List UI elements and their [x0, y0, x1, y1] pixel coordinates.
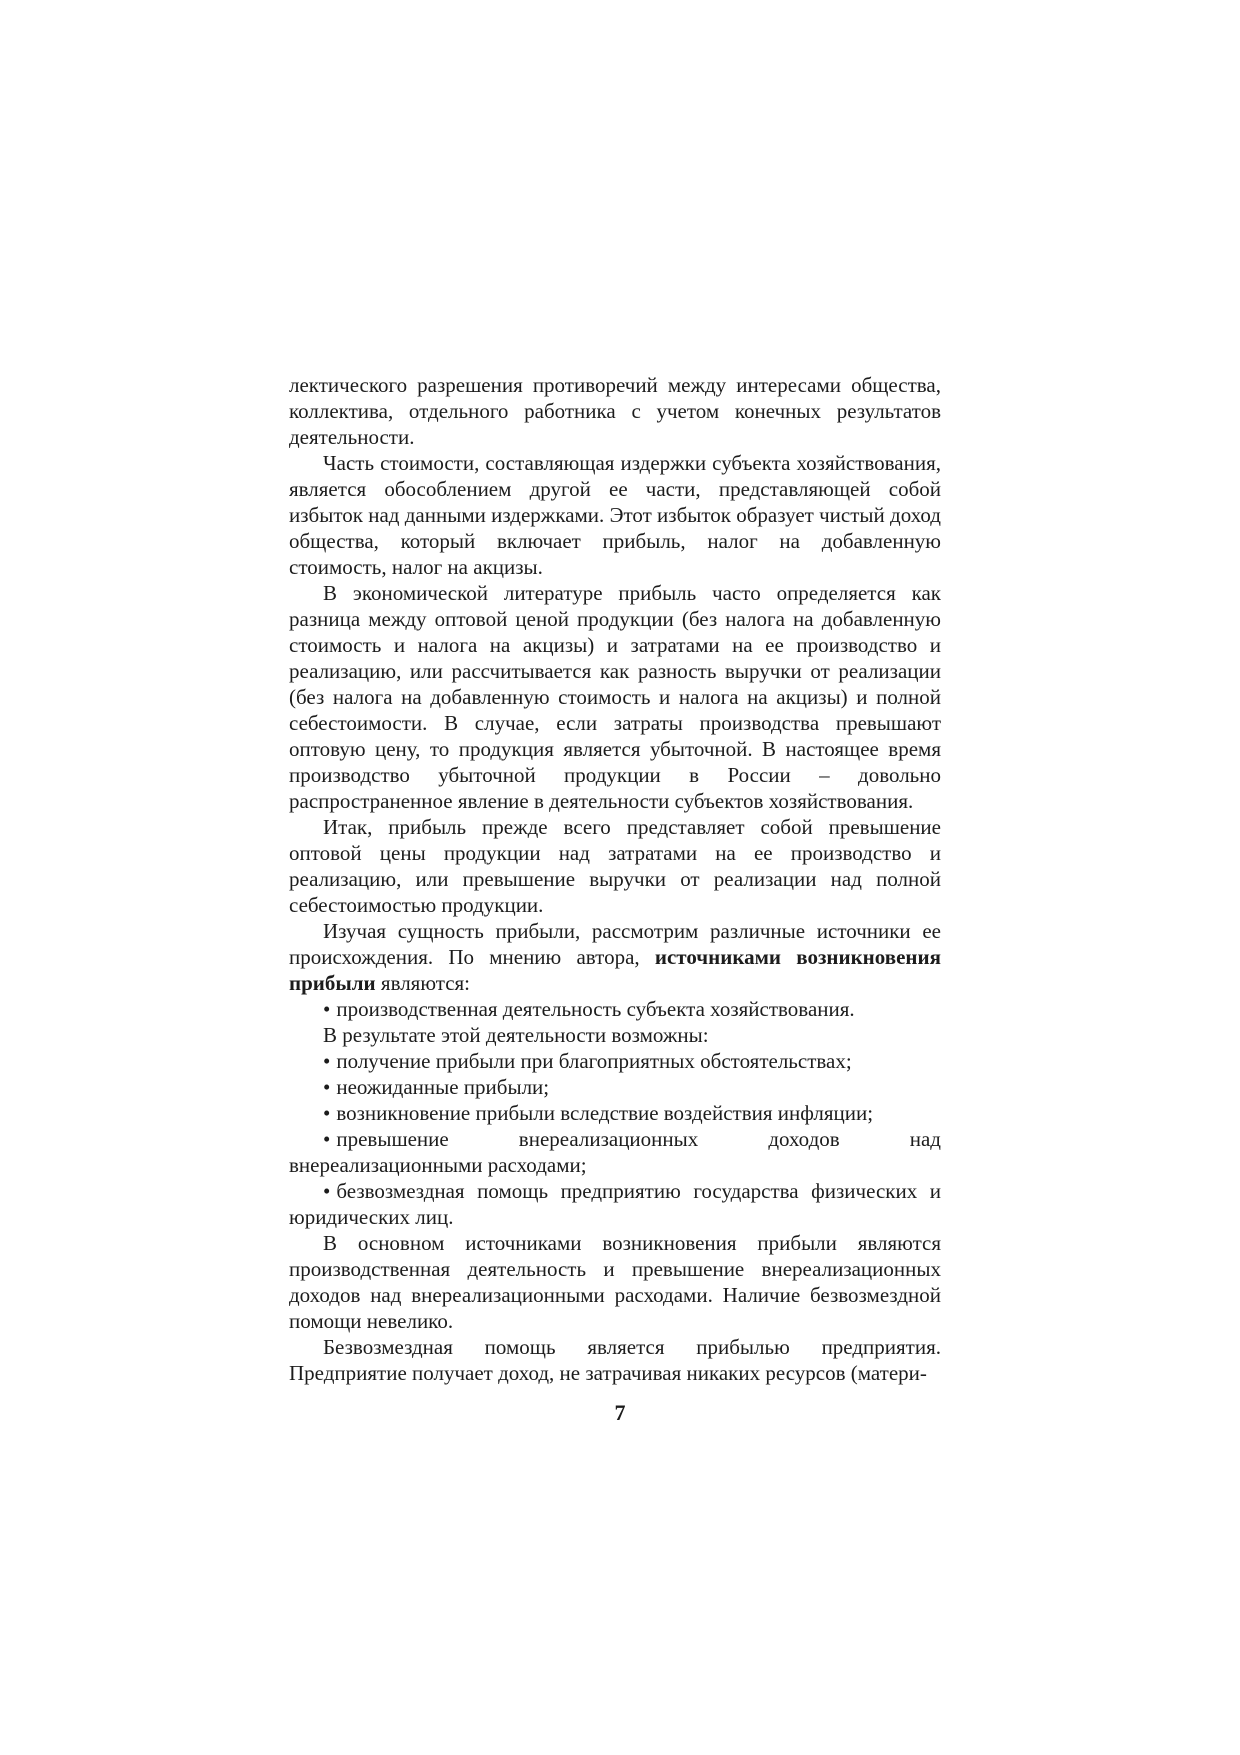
- list-item: [289, 1100, 941, 1126]
- list-item-text: безвозмездная помощь предприятию государства физических и юридических лиц.: [289, 1179, 941, 1229]
- paragraph-5-end: являются:: [375, 971, 471, 995]
- paragraph-8: Безвозмездная помощь является прибылью предприятия. Предприятие получает доход, не затрачивая никаких ресурсов (матери-: [289, 1335, 941, 1385]
- list-item-text: получение прибыли при благоприятных обстоятельствах;: [336, 1049, 852, 1073]
- emphasis-sources-of-profit: источниками возникновения прибыли: [289, 945, 941, 995]
- paragraph-5-start: Изучая сущность прибыли, рассмотрим различные источники ее происхождения. По мнению автора,: [289, 919, 941, 969]
- list-item: [289, 996, 941, 1022]
- paragraph-5: [289, 918, 941, 996]
- bullet-icon: •: [323, 1127, 331, 1151]
- list-item: [289, 1178, 941, 1230]
- bullet-icon: •: [323, 1101, 331, 1125]
- bullet-icon: •: [323, 997, 331, 1021]
- paragraph-2: Часть стоимости, составляющая издержки субъекта хозяйствования, является обособлением другой ее части, представляющей собой избыток над данными издержками. Этот избыток образует чистый доход общества, который включает прибыль, налог на добавленную стоимость, налог на акцизы.: [289, 451, 941, 579]
- paragraph-6: В результате этой деятельности возможны:: [323, 1023, 709, 1047]
- list-item: [289, 1126, 941, 1178]
- bullet-icon: •: [323, 1179, 331, 1203]
- list-item-text: производственная деятельность субъекта хозяйствования.: [336, 997, 855, 1021]
- list-item-text: превышение внереализационных доходов над внереализационными расходами;: [289, 1127, 941, 1177]
- list-item-text: возникновение прибыли вследствие воздействия инфляции;: [336, 1101, 874, 1125]
- body-text: [289, 372, 941, 1386]
- list-item: [289, 1074, 941, 1100]
- list-item-text: неожиданные прибыли;: [336, 1075, 550, 1099]
- paragraph-4: Итак, прибыль прежде всего представляет собой превышение оптовой цены продукции над затратами на ее производство и реализацию, или превышение выручки от реализации над полной себестоимостью продукции.: [289, 815, 941, 917]
- bullet-icon: •: [323, 1075, 331, 1099]
- page-number: 7: [614, 1400, 626, 1425]
- bullet-icon: •: [323, 1049, 331, 1073]
- paragraph-3: В экономической литературе прибыль часто определяется как разница между оптовой ценой продукции (без налога на добавленную стоимость и налога на акцизы) и затратами на ее производство и реализацию, или рассчитывается как разность выручки от реализации (без налога на добавленную стоимость и налога на акцизы) и полной себестоимости. В случае, если затраты производства превышают оптовую цену, то продукция является убыточной. В настоящее время производство убыточной продукции в России – довольно распространенное явление в деятельности субъектов хозяйствования.: [289, 581, 941, 813]
- paragraph-1: лектического разрешения противоречий между интересами общества, коллектива, отдельного работника с учетом конечных результатов деятельности.: [289, 373, 941, 449]
- paragraph-7: В основном источниками возникновения прибыли являются производственная деятельность и превышение внереализационных доходов над внереализационными расходами. Наличие безвозмездной помощи невелико.: [289, 1231, 941, 1333]
- list-item: [289, 1048, 941, 1074]
